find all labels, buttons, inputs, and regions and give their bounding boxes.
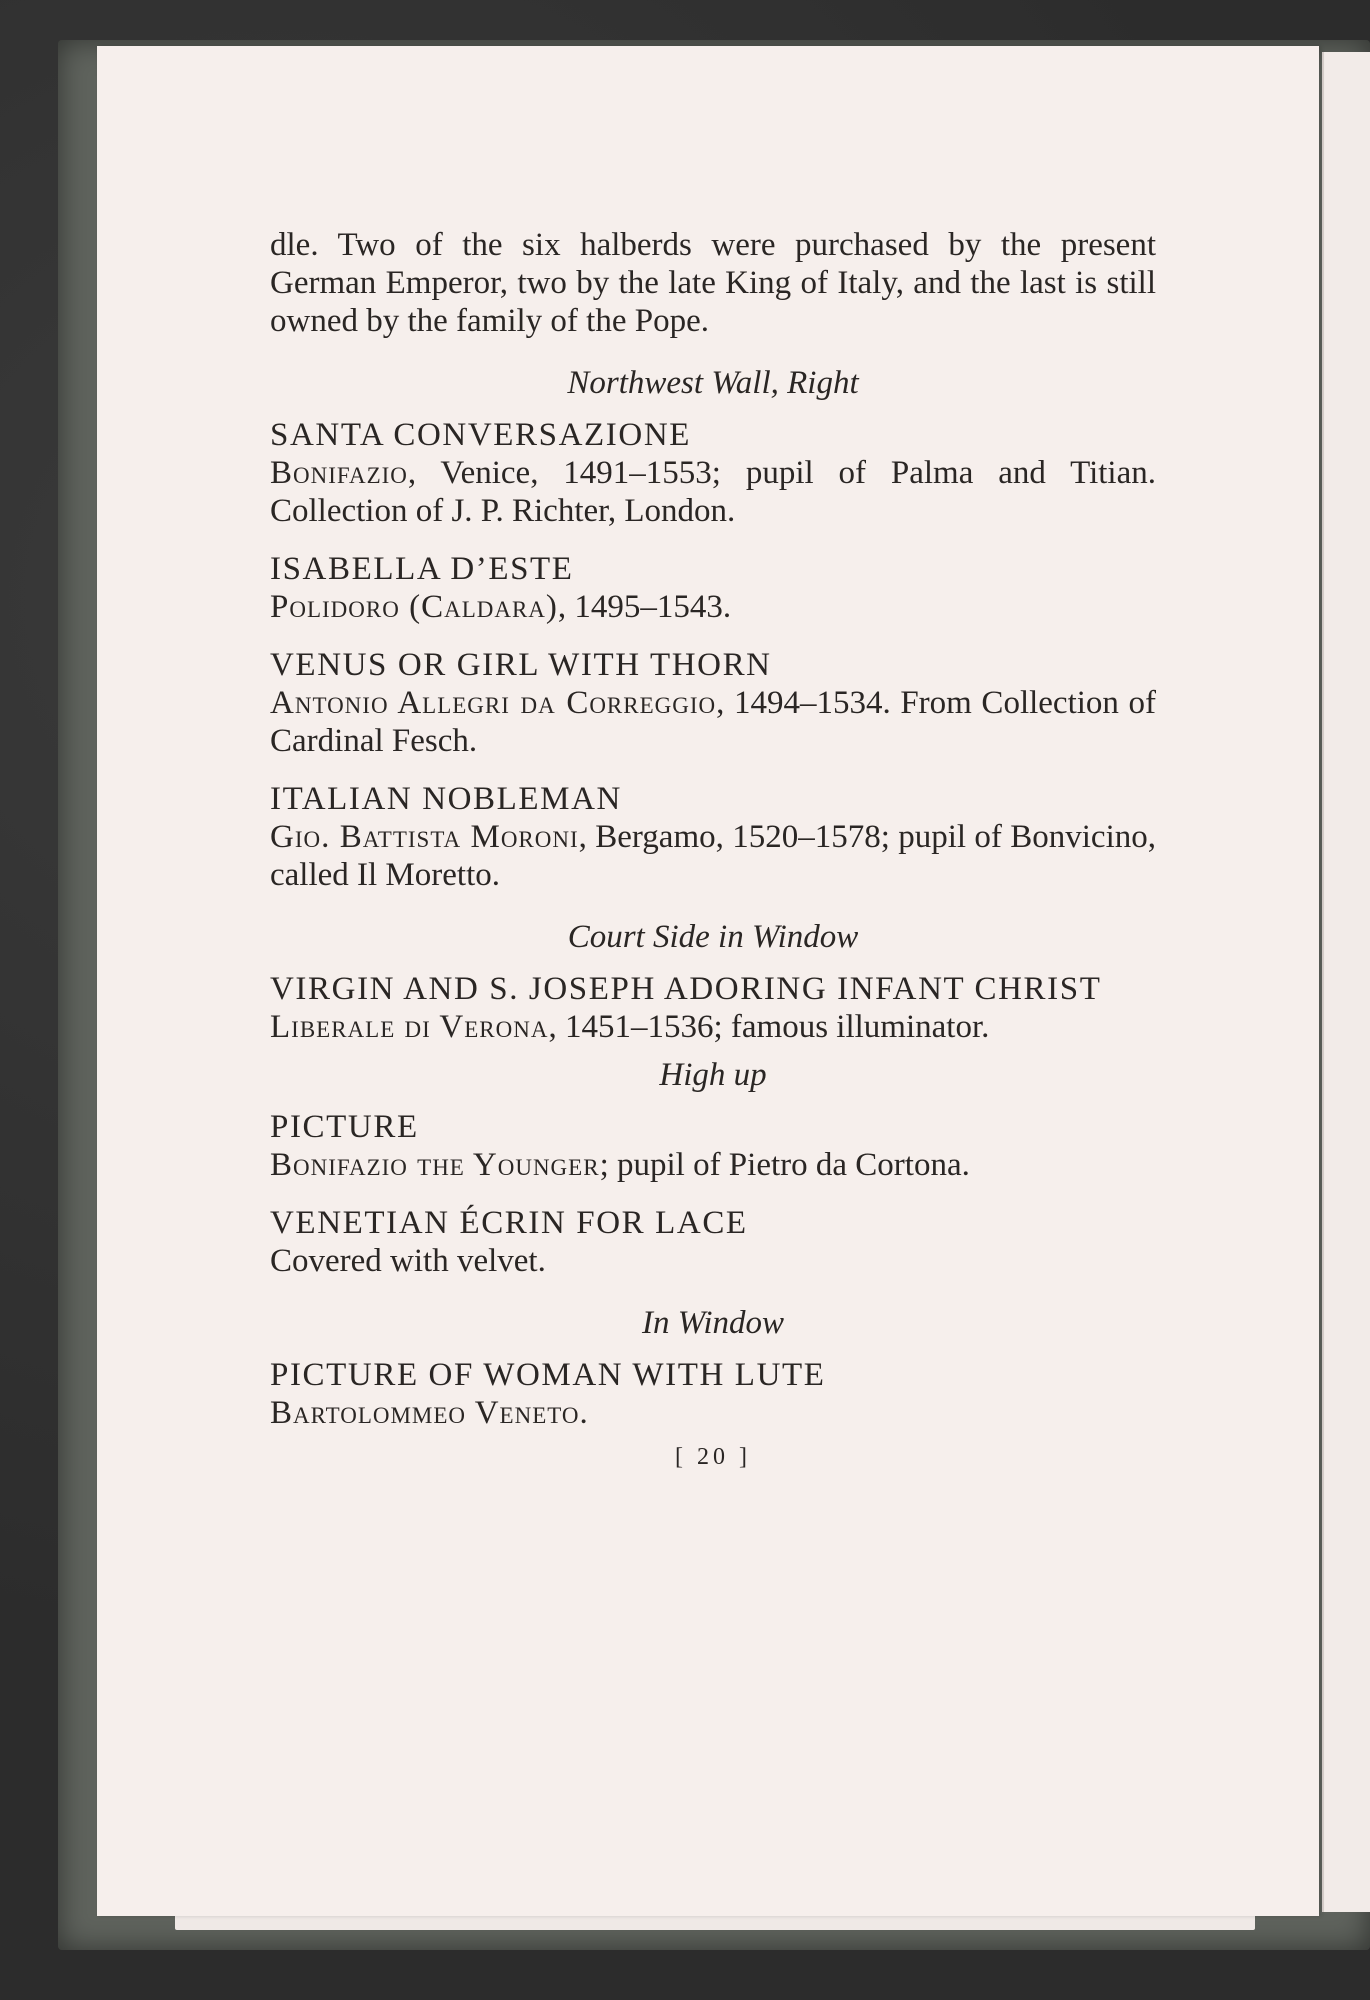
page-text <box>270 226 1156 1474</box>
entry-title: SANTA CONVERSAZIONE <box>270 417 692 453</box>
entry-details: , Venice, 1491–1553; pupil of Palma and Titian. Collection of J. P. Richter, London. <box>270 455 1156 529</box>
entry-description <box>270 684 1156 760</box>
entry-artist: Liberale di Verona <box>270 1009 549 1045</box>
entry-artist: Antonio Allegri da Correggio <box>270 685 717 721</box>
section-heading: Court Side in Window <box>567 919 859 955</box>
catalog-entry <box>270 780 1156 894</box>
section-heading: High up <box>659 1057 767 1093</box>
catalog-entry <box>270 970 1156 1046</box>
entry-artist: Bonifazio <box>270 455 408 491</box>
entry-description <box>270 588 1156 626</box>
entry-title: VENETIAN ÉCRIN FOR LACE <box>270 1205 748 1241</box>
section-heading: Northwest Wall, Right <box>567 365 859 401</box>
catalog-entry <box>270 646 1156 760</box>
intro-paragraph: dle. Two of the six halberds were purchased by the present German Emperor, two by the late King of Italy, and the last is still owned by the family of the Pope. <box>270 227 1156 339</box>
entry-title: VIRGIN AND S. JOSEPH ADORING INFANT CHRIST <box>270 971 1102 1007</box>
entry-details: Covered with velvet. <box>270 1243 546 1279</box>
section-heading: In Window <box>641 1305 785 1341</box>
entry-title: ISABELLA D’ESTE <box>270 551 574 587</box>
entry-artist: Bonifazio the Younger <box>270 1147 600 1183</box>
entry-artist: Polidoro (Caldara) <box>270 589 558 625</box>
catalog-entry <box>270 550 1156 626</box>
entry-title: PICTURE OF WOMAN WITH LUTE <box>270 1357 826 1393</box>
entry-artist: Gio. Battista Moroni <box>270 819 579 855</box>
page-number: [ 20 ] <box>675 1444 751 1470</box>
entry-description <box>270 1394 1156 1432</box>
entry-description <box>270 818 1156 894</box>
catalog-entry <box>270 1108 1156 1184</box>
catalog-entry <box>270 416 1156 530</box>
catalog-entry <box>270 1356 1156 1432</box>
entry-description <box>270 1146 1156 1184</box>
entry-title: VENUS OR GIRL WITH THORN <box>270 647 772 683</box>
entry-details: , 1451–1536; famous illuminator. <box>548 1009 990 1045</box>
entry-description <box>270 1008 1156 1046</box>
entry-title: PICTURE <box>270 1109 419 1145</box>
entry-description <box>270 454 1156 530</box>
entry-artist: Bartolommeo Veneto <box>270 1395 580 1431</box>
entry-title: ITALIAN NOBLEMAN <box>270 781 622 817</box>
entry-details: , Bergamo, 1520–1578; pupil of Bonvicino, called Il Moretto. <box>270 819 1156 893</box>
entry-details: . <box>579 1395 588 1431</box>
entry-description <box>270 1242 1156 1280</box>
entry-details: , 1494–1534. From Collection of Cardinal Fesch. <box>270 685 1156 759</box>
facing-page-edge <box>1322 52 1370 1912</box>
entry-details: ; pupil of Pietro da Cortona. <box>599 1147 970 1183</box>
catalog-entry <box>270 1204 1156 1280</box>
entry-details: , 1495–1543. <box>557 589 732 625</box>
